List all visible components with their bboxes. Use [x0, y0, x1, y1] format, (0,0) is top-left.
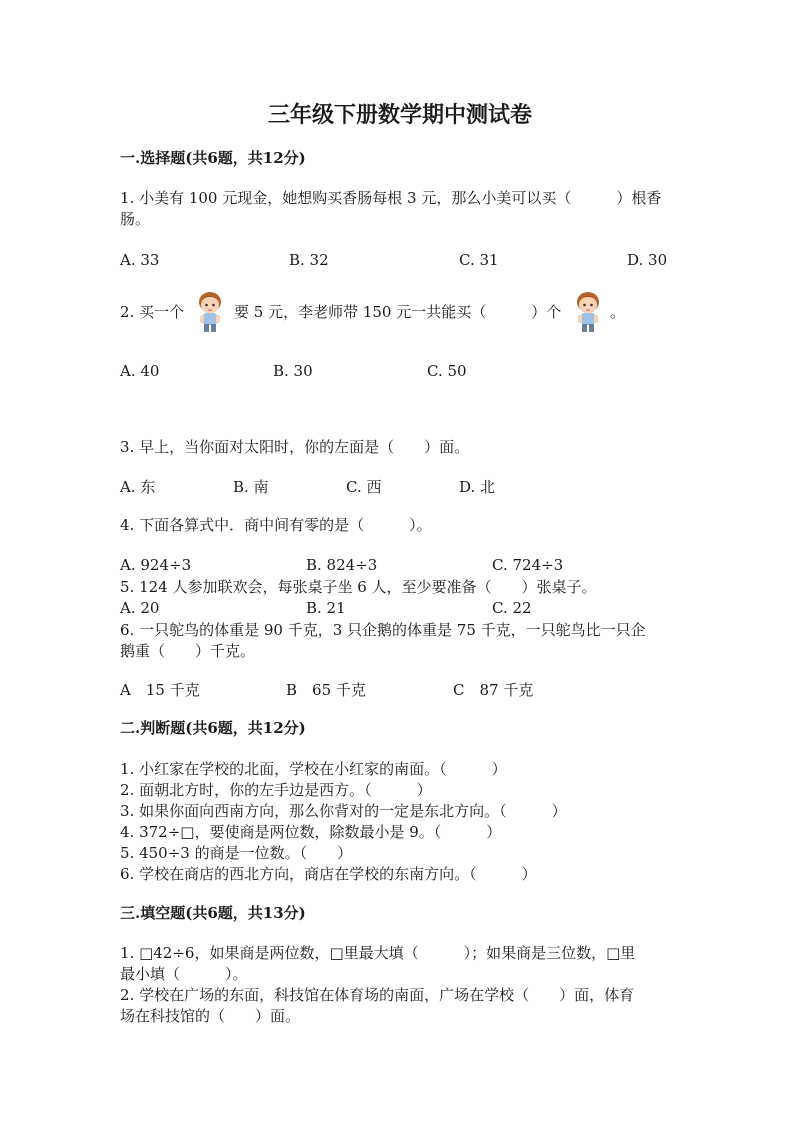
fill-question-2-text-cont: 场在科技馆的（ ）面。	[120, 1007, 301, 1025]
judge-item: 6. 学校在商店的西北方向，商店在学校的东南方向。（ ）	[120, 865, 537, 883]
judge-item: 3. 如果你面向西南方向，那么你背对的一定是东北方向。（ ）	[120, 802, 567, 820]
boy-toy-icon	[192, 288, 228, 334]
q5-option-b: B. 21	[306, 599, 346, 617]
question-1-text: 1. 小美有 100 元现金，她想购买香肠每根 3 元，那么小美可以买（ ）根香	[120, 189, 662, 207]
q6-option-c: C 87 千克	[453, 681, 534, 699]
question-2-text-middle: 要 5 元，李老师带 150 元一共能买（ ）个	[234, 303, 562, 321]
page-title: 三年级下册数学期中测试卷	[267, 102, 532, 128]
q1-option-c: C. 31	[459, 251, 499, 269]
q3-option-c: C. 西	[346, 478, 382, 496]
q1-option-b: B. 32	[289, 251, 329, 269]
fill-question-2-text: 2. 学校在广场的东面，科技馆在体育场的南面，广场在学校（ ）面，体育	[120, 986, 635, 1004]
q3-option-d: D. 北	[459, 478, 496, 496]
q1-option-d: D. 30	[627, 251, 668, 269]
q4-option-a: A. 924÷3	[120, 556, 192, 574]
question-4-text: 4. 下面各算式中．商中间有零的是（ ）。	[120, 516, 432, 534]
judge-item: 5. 450÷3 的商是一位数。（ ）	[120, 844, 353, 862]
question-6-text-cont: 鹅重（ ）千克。	[120, 642, 256, 660]
q6-option-a: A 15 千克	[120, 681, 200, 699]
q5-option-c: C. 22	[492, 599, 532, 617]
q1-option-a: A. 33	[120, 251, 160, 269]
question-5-text: 5. 124 人参加联欢会，每张桌子坐 6 人，至少要准备（ ）张桌子。	[120, 578, 597, 596]
fill-question-1-text: 1. □42÷6，如果商是两位数，□里最大填（ ）；如果商是三位数，□里	[120, 944, 636, 962]
boy-toy-icon	[570, 288, 606, 334]
q3-option-b: B. 南	[233, 478, 269, 496]
section-heading-fill: 三.填空题(共6题，共13分)	[120, 904, 306, 922]
question-2-text-end: 。	[610, 303, 626, 321]
question-3-text: 3. 早上，当你面对太阳时，你的左面是（ ）面。	[120, 438, 470, 456]
q3-option-a: A. 东	[120, 478, 156, 496]
question-6-text: 6. 一只鸵鸟的体重是 90 千克，3 只企鹅的体重是 75 千克，一只鸵鸟比一只企	[120, 621, 646, 639]
q6-option-b: B 65 千克	[286, 681, 366, 699]
question-1-text-cont: 肠。	[120, 210, 151, 228]
q4-option-b: B. 824÷3	[306, 556, 378, 574]
q2-option-c: C. 50	[427, 362, 467, 380]
q2-option-a: A. 40	[120, 362, 160, 380]
section-heading-choice: 一.选择题(共6题，共12分)	[120, 149, 306, 167]
question-2-text-start: 2. 买一个	[120, 303, 185, 321]
q4-option-c: C. 724÷3	[492, 556, 564, 574]
judge-item: 1. 小红家在学校的北面，学校在小红家的南面。（ ）	[120, 760, 507, 778]
fill-question-1-text-cont: 最小填（ ）。	[120, 965, 248, 983]
q2-option-b: B. 30	[273, 362, 313, 380]
section-heading-judge: 二.判断题(共6题，共12分)	[120, 719, 306, 737]
judge-item: 2. 面朝北方时，你的左手边是西方。（ ）	[120, 781, 432, 799]
q5-option-a: A. 20	[120, 599, 160, 617]
judge-item: 4. 372÷□，要使商是两位数，除数最小是 9。（ ）	[120, 823, 502, 841]
